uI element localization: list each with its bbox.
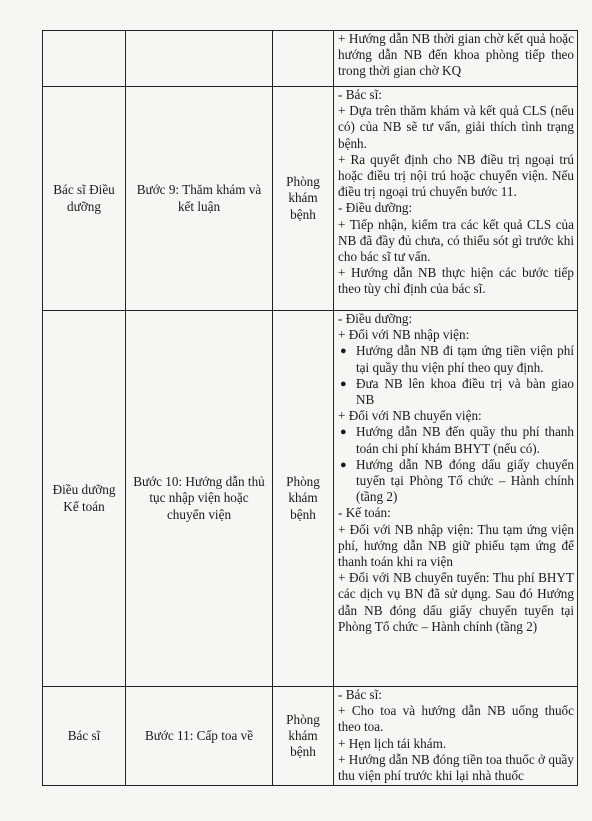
content-line: - Kế toán:: [338, 505, 391, 521]
content-line: - Bác sĩ:: [338, 687, 382, 702]
bullet-text: Hướng dẫn NB đóng dấu giấy chuyển tuyến tại Phòng Tổ chức – Hành chính (tầng 2): [356, 456, 574, 505]
content-cell: [334, 87, 578, 311]
content-line: - Điều dưỡng:: [338, 311, 413, 326]
content-line: + Hướng dẫn NB thực hiện các bước tiếp theo tùy chỉ định của bác sĩ.: [338, 265, 574, 297]
place-text: Phòng khám bệnh: [286, 174, 320, 222]
place-cell: [273, 687, 334, 786]
bullet-item: [338, 376, 574, 408]
step-cell: [126, 31, 273, 87]
content-line: - Bác sĩ:: [338, 87, 382, 102]
step-cell: [126, 87, 273, 311]
place-cell: [273, 87, 334, 311]
bullet-item: [338, 457, 574, 506]
bullet-dot-icon: ●: [340, 377, 347, 390]
content-line: + Đối với NB nhập viện: Thu tạm ứng viện phí, hướng dẫn NB giữ phiếu tạm ứng để thanh toán khi ra viện: [338, 521, 574, 570]
content-cell: [334, 687, 578, 786]
place-cell: [273, 311, 334, 687]
bullet-dot-icon: ●: [340, 345, 347, 358]
step-cell: [126, 311, 273, 687]
content-line: - Điều dưỡng:: [338, 200, 413, 216]
content-line: + Hướng dẫn NB đóng tiền toa thuốc ở quầy thu viện phí trước khi lại nhà thuốc: [338, 751, 574, 784]
role-cell: [43, 87, 126, 311]
content-cell: [334, 31, 578, 87]
bullet-dot-icon: ●: [340, 458, 347, 471]
place-text: Phòng khám bệnh: [286, 711, 320, 760]
table-row: [43, 31, 578, 87]
content-line: + Dựa trên thăm khám và kết quả CLS (nếu có) của NB sẽ tư vấn, giải thích tình trạng bệnh.: [338, 103, 574, 151]
step-text: Bước 10: Hướng dẫn thủ tục nhập viện hoặc chuyển viện: [133, 474, 265, 522]
content-cell: [334, 311, 578, 687]
step-text: Bước 9: Thăm khám và kết luận: [136, 182, 262, 214]
table-row: [43, 311, 578, 687]
content-line: + Đối với NB nhập viện:: [338, 327, 470, 343]
bullet-text: Hướng dẫn NB đến quầy thu phí thanh toán chi phí khám BHYT (nếu có).: [356, 424, 574, 456]
role-text: Bác sĩ: [67, 727, 101, 743]
procedure-table: [42, 30, 578, 786]
role-text: Bác sĩ Điều dưỡng: [53, 182, 115, 214]
place-cell: [273, 31, 334, 87]
bullet-text: Hướng dẫn NB đi tạm ứng tiền viện phí tại quầy thu viện phí theo quy định.: [356, 343, 574, 375]
role-cell: [43, 31, 126, 87]
role-text: Điều dưỡng Kế toán: [52, 482, 116, 514]
content-line: + Cho toa và hướng dẫn NB uống thuốc theo toa.: [338, 703, 574, 735]
role-cell: [43, 687, 126, 786]
content-line: + Hẹn lịch tái khám.: [338, 735, 447, 751]
bullet-item: [338, 424, 574, 456]
step-cell: [126, 687, 273, 786]
table-row: [43, 87, 578, 311]
content-line: + Đối với NB chuyển viện:: [338, 408, 482, 424]
content-line: + Đối với NB chuyển tuyến: Thu phí BHYT các dịch vụ BN đã sử dụng. Sau đó Hướng dẫn NB đóng dấu giấy chuyển tuyến tại Phòng Tổ chức – Hành chính (tầng 2): [338, 570, 574, 634]
content-line: + Tiếp nhận, kiểm tra các kết quả CLS của NB đã đầy đủ chưa, có thiếu sót gì trước khi cho bác sĩ tư vấn.: [338, 216, 574, 265]
table-row: [43, 687, 578, 786]
role-cell: [43, 311, 126, 687]
bullet-dot-icon: ●: [340, 426, 347, 439]
bullet-text: Đưa NB lên khoa điều trị và bàn giao NB: [356, 375, 574, 408]
content-line: + Hướng dẫn NB thời gian chờ kết quả hoặc hướng dẫn NB đến khoa phòng tiếp theo trong thời gian chờ KQ: [338, 31, 574, 79]
content-line: + Ra quyết định cho NB điều trị ngoại trú hoặc điều trị nội trú hoặc chuyển viện. Nếu điều trị ngoại trú chuyển bước 11.: [338, 151, 574, 200]
bullet-item: [338, 343, 574, 375]
procedure-table-body: [43, 31, 578, 786]
place-text: Phòng khám bệnh: [286, 474, 320, 522]
step-text: Bước 11: Cấp toa về: [144, 727, 254, 743]
